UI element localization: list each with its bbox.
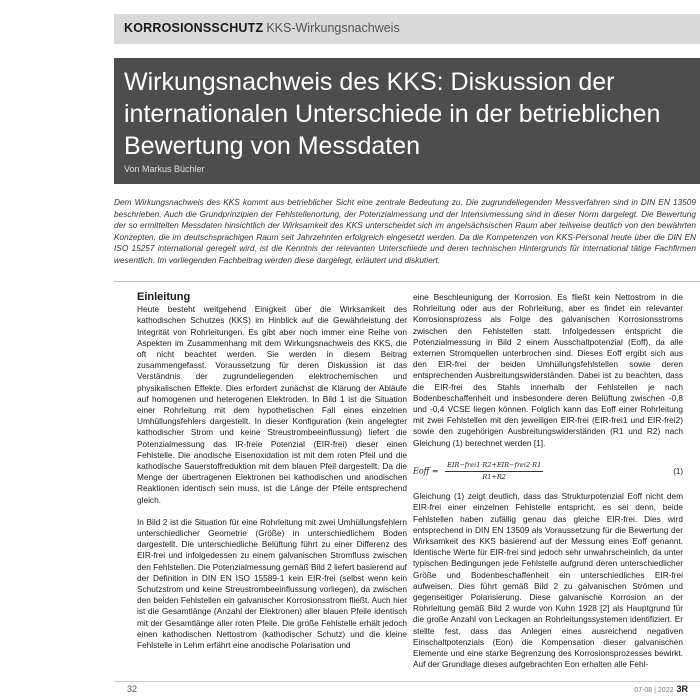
- equation-1: [413, 460, 683, 483]
- footer-issue: [634, 684, 688, 694]
- paragraph: eine Beschleunigung der Korrosion. Es fließt kein Nettostrom in die Rohrleitung oder aus der Rohrleitung, aber es findet ein relevanter Korrosionsprozess als Folge des galvanischen Korrosionsstroms zwischen den Fehlstellen statt. Infolgedessen entspricht die Potenzialmessung in Bild 2 einem Ausschaltpotenzial (Eoff), da alle externen Stromquellen unterbrochen sind. Dieses Eoff ergibt sich aus den EIR-frei der beiden Umhüllungsfehlstellen sowie deren entsprechenden Ausbreitungswiderständen. Dabei ist zu beachten, dass die EIR-frei des Stahls innerhalb der Fehlstellen je nach Bodenbeschaffenheit und insbesondere deren Belüftung zwischen -0,8 und -0,4 VCSE liegen können. Folglich kann das Eoff einer Rohrleitung mit zwei Fehlstellen mit den jeweiligen EIR-frei (EIR-frei1 und EIR-frei2) sowie den zugehörigen Ausbreitungswiderständen (R1 und R2) nach Gleichung (1) berechnet werden [1].: [413, 292, 683, 448]
- section-name: KORROSIONSSCHUTZ: [124, 21, 264, 35]
- article-author: Von Markus Büchler: [124, 164, 205, 174]
- right-column: [413, 292, 683, 682]
- equation-denominator: R1+R2: [482, 473, 506, 482]
- issue-date: 07-08 | 2022: [634, 687, 674, 694]
- equation-fraction: [445, 460, 543, 483]
- section-label: [124, 20, 400, 36]
- section-heading: Einleitung: [137, 291, 191, 303]
- equation-number: (1): [673, 466, 683, 476]
- page-number: 32: [127, 684, 138, 694]
- equation-lhs: Eoff =: [413, 466, 439, 476]
- left-column: [137, 292, 407, 662]
- footer-rule: [114, 681, 700, 682]
- article-abstract: Dem Wirkungsnachweis des KKS kommt aus betrieblicher Sicht eine zentrale Bedeutung zu. Die zugrundeliegenden Messverfahren sind in DIN EN 13509 beschrieben. Auch die Grundprinzipien der Fehlstellenortung, der Potenzialmessung und der Intensivmessung sind in dieser Norm dargelegt. Die Bewertung der so ermittelten Messdaten hinsichtlich der Wirksamkeit des KKS unterscheidet sich im angelsächsischen Raum aber teilweise deutlich von den bewährten Konzepten, die im deutschsprachigen Raum seit Jahrzehnten erfolgreich eingesetzt werden. Da die Kompetenzen von KKS-Personal heute über die DIN EN ISO 15257 international geregelt wird, ist die Kenntnis der relevanten Unterschiede und deren technischen Hintergrunds für international tätige Fachfirmen wesentlich. Im vorliegenden Fachbeitrag werden diese dargelegt, erläutert und diskutiert.: [114, 197, 696, 265]
- paragraph: Gleichung (1) zeigt deutlich, dass das Strukturpotenzial Eoff nicht dem EIR-frei einer einzelnen Fehlstelle entspricht, es sei denn, beide Fehlstellen haben zufällig genau das gleiche EIR-frei. Dies wird entsprechend in DIN EN 13509 als Voraussetzung für die Bewertung der Wirksamkeit des KKS basierend auf der Messung eines Eoff genannt. Identische Werte für EIR-frei sind jedoch sehr unwahrscheinlich, da unter typischen Bedingungen jede Fehlstelle aufgrund deren unterschiedlicher Größe und Bodenbeschaffenheit ein unterschiedliches EIR-frei aufweisen. Dies führt gemäß Bild 2 zu galvanischen Strömen und gegenseitiger Polarisierung. Diese galvanische Korrosion an der Rohrleitung gemäß Bild 2 wurde von Kuhn 1928 [2] als Hauptgrund für die große Anzahl von Leckagen an Rohrleitungssystemen identifiziert. Er stellte fest, dass das Anlegen eines ausreichend negativen Einschaltpotenzials (Eon) die Kompensation dieser galvanischen Elemente und eine starke Begrenzung des Korrosionsprozesses bewirkt. Auf der Grundlage dieses aufgebrachten Eon erhalten alle Fehl-: [413, 491, 683, 670]
- article-title: Wirkungsnachweis des KKS: Diskussion der internationalen Unterschiede in der betrieblichen Bewertung von Messdaten: [124, 68, 661, 160]
- equation-numerator: EIR−frei1·R2+EIR−frei2·R1: [445, 460, 543, 472]
- paragraph: In Bild 2 ist die Situation für eine Rohrleitung mit zwei Umhüllungsfehlern unterschiedlicher Geometrie (Größe) in unterschiedlichem Boden dargestellt. Die unterschiedliche Belüftung führt zu einer Differenz des EIR-frei und infolgedessen zu einem galvanischen Stromfluss zwischen den Fehlstellen. Die Potenzialmessung gemäß Bild 2 liefert basierend auf der Definition in DIN EN ISO 15589-1 kein EIR-frei (selbst wenn kein Schutzstrom und keine Streustrombeeinflussung vorliegen), da zwischen den beiden Fehlstellen ein galvanischer Korrosionsstrom fließt. Auch hier ist die Gesamtlänge (Anzahl der Elektronen) aller blauen Pfeile identisch mit der Gesamtlänge aller roten Pfeile. Die große Fehlstelle erhält jedoch einen kathodischen Nettostrom (kathodischer Schutz) und die kleine Fehlstelle in Lehm erfährt eine anodische Polarisation und: [137, 516, 407, 651]
- paragraph: Heute besteht weitgehend Einigkeit über die Wirksamkeit des kathodischen Schutzes (KKS) im Hinblick auf die Gewährleistung der Integrität von Rohrleitungen. Es gibt aber noch immer eine Reihe von Aspekten im Zusammenhang mit dem Wirkungsnachweis des KKS, die oft nicht beachtet werden. Sie werden in diesem Beitrag zusammengefasst. Voraussetzung für deren Diskussion ist das Verständnis der zugrundeliegenden elektrochemischen und physikalischen Effekte. Dies erfordert zunächst die Klärung der Abläufe auf homogenen und heterogenen Elektroden. In Bild 1 ist die Situation einer Rohrleitung mit dem hypothetischen Fall eines einzelnen Umhüllungsfehlers dargestellt. In dieser Konfiguration (kein angelegter kathodischer Strom und keine Streustrombeeinflussung) liefert die Potenzialmessung das IR-freie Potenzial (EIR-frei) dieser einen Fehlstelle. Die anodische Eisenoxidation ist mit dem roten Pfeil und die kathodische Sauerstoffreduktion mit dem blauen Pfeil dargestellt. Da die Menge der übertragenen Elektronen bei kathodischen und anodischen Reaktionen identisch sein muss, ist die Länge der Pfeile entsprechend gleich.: [137, 304, 407, 505]
- divider: [114, 281, 700, 282]
- subsection-name: KKS-Wirkungsnachweis: [266, 21, 400, 35]
- brand-logo: 3R: [676, 684, 688, 694]
